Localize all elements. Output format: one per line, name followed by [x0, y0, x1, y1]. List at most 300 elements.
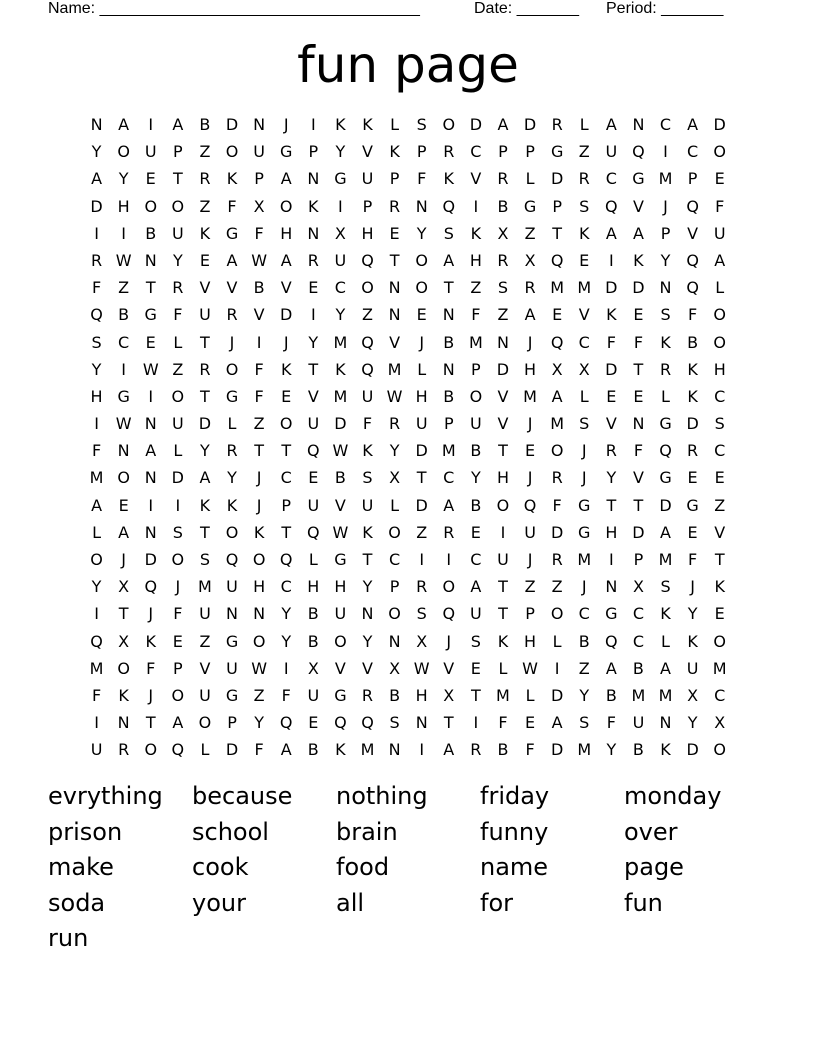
grid-cell: M	[333, 332, 348, 352]
grid-cell: E	[714, 169, 725, 189]
grid-cell: N	[605, 577, 618, 597]
grid-cell: F	[715, 196, 725, 216]
grid-cell: T	[416, 468, 427, 488]
grid-cell: V	[470, 169, 482, 189]
grid-cell: R	[687, 441, 699, 461]
grid-cell: K	[253, 522, 265, 542]
grid-cell: E	[470, 658, 481, 678]
grid-cell: N	[388, 631, 401, 651]
grid-cell: C	[280, 577, 292, 597]
grid-cell: B	[632, 658, 644, 678]
grid-row	[83, 600, 734, 627]
grid-cell: I	[148, 495, 154, 515]
grid-cell: W	[115, 250, 132, 270]
grid-cell: H	[90, 386, 103, 406]
grid-cell: F	[254, 740, 264, 760]
grid-cell: E	[145, 169, 156, 189]
grid-cell: D	[550, 522, 564, 542]
grid-cell: Y	[579, 685, 590, 705]
grid-cell: E	[606, 386, 617, 406]
grid-cell: A	[280, 250, 292, 270]
grid-cell: T	[118, 604, 129, 624]
grid-cell: O	[117, 142, 130, 162]
grid-cell: Q	[279, 550, 293, 569]
grid-cell: E	[579, 250, 590, 270]
grid-cell: E	[308, 468, 319, 488]
grid-cell: T	[498, 577, 508, 597]
grid-cell: L	[579, 115, 589, 134]
grid-cell: U	[470, 414, 482, 434]
grid-cell: W	[413, 658, 430, 678]
grid-cell: J	[527, 332, 533, 352]
grid-cell: O	[469, 386, 483, 406]
grid-cell: Q	[550, 332, 564, 352]
period-field: Period: _______	[606, 0, 724, 17]
grid-cell: T	[281, 441, 292, 461]
grid-cell: W	[115, 414, 132, 434]
grid-cell: A	[551, 386, 563, 406]
grid-cell: U	[713, 223, 726, 243]
grid-row	[83, 492, 734, 519]
grid-cell: J	[175, 577, 181, 597]
grid-cell: S	[660, 305, 671, 325]
grid-cell: U	[524, 522, 536, 542]
grid-cell: A	[660, 522, 671, 542]
grid-cell: L	[525, 169, 535, 189]
grid-cell: F	[552, 495, 562, 515]
grid-cell: E	[552, 305, 563, 325]
grid-cell: S	[579, 196, 590, 216]
grid-cell: J	[256, 495, 262, 515]
grid-cell: Y	[389, 441, 400, 461]
grid-cell: O	[713, 142, 726, 162]
grid-cell: J	[283, 332, 289, 352]
grid-cell: U	[226, 658, 238, 678]
grid-cell: P	[254, 169, 264, 189]
grid-cell: U	[199, 604, 211, 624]
grid-cell: Z	[172, 359, 184, 379]
grid-cell: B	[307, 740, 319, 760]
grid-cell: T	[443, 713, 454, 733]
grid-cell: D	[171, 468, 184, 488]
grid-cell: J	[581, 441, 587, 461]
grid-cell: F	[688, 550, 698, 569]
grid-cell: K	[362, 115, 373, 134]
grid-cell: O	[225, 522, 239, 542]
grid-cell: N	[388, 278, 401, 298]
grid-cell: S	[199, 550, 210, 569]
grid-cell: D	[605, 278, 618, 298]
grid-cell: D	[469, 115, 483, 134]
grid-cell: R	[551, 550, 563, 569]
grid-cell: L	[200, 740, 210, 760]
grid-row	[83, 138, 734, 165]
grid-cell: R	[172, 278, 184, 298]
grid-cell: N	[117, 713, 130, 733]
grid-row	[83, 628, 734, 655]
grid-cell: Z	[578, 658, 590, 678]
grid-cell: A	[632, 223, 644, 243]
grid-cell: A	[91, 169, 103, 189]
grid-cell: N	[632, 115, 645, 134]
grid-cell: X	[497, 223, 509, 243]
grid-cell: Y	[281, 631, 292, 651]
grid-cell: E	[714, 604, 725, 624]
grid-cell: E	[687, 468, 698, 488]
grid-cell: K	[660, 332, 671, 352]
word-list-row	[48, 814, 768, 850]
grid-cell: I	[473, 713, 479, 733]
grid-cell: I	[310, 115, 316, 134]
grid-cell: T	[498, 441, 508, 461]
grid-cell: D	[90, 196, 103, 216]
grid-cell: Y	[118, 169, 129, 189]
grid-cell: N	[388, 305, 401, 325]
grid-cell: O	[171, 386, 185, 406]
grid-cell: H	[253, 577, 266, 597]
grid-cell: Q	[307, 522, 320, 542]
grid-cell: F	[281, 685, 291, 705]
grid-cell: X	[389, 658, 401, 678]
grid-cell: G	[578, 495, 591, 515]
grid-cell: R	[416, 577, 428, 597]
grid-cell: L	[552, 631, 562, 651]
grid-cell: R	[389, 196, 401, 216]
grid-cell: K	[118, 685, 129, 705]
word-list	[48, 778, 768, 956]
grid-cell: F	[633, 441, 644, 461]
grid-cell: H	[524, 631, 537, 651]
grid-cell: S	[579, 414, 590, 434]
grid-cell: Y	[606, 468, 617, 488]
grid-cell: J	[148, 604, 154, 624]
grid-cell: R	[226, 305, 238, 325]
grid-cell: E	[524, 441, 536, 461]
grid-cell: F	[227, 196, 237, 216]
grid-cell: X	[551, 359, 563, 379]
word-list-row	[48, 778, 768, 814]
grid-cell: R	[226, 441, 238, 461]
grid-cell: N	[144, 250, 157, 270]
grid-cell: O	[713, 332, 726, 352]
grid-cell: L	[227, 414, 237, 434]
grid-cell: A	[172, 713, 184, 733]
grid-cell: F	[91, 441, 102, 461]
grid-cell: P	[416, 142, 427, 162]
grid-cell: N	[632, 414, 645, 434]
grid-cell: P	[281, 495, 292, 515]
grid-cell: A	[524, 305, 536, 325]
grid-cell: H	[334, 577, 347, 597]
grid-cell: O	[252, 631, 266, 651]
grid-cell: D	[550, 685, 564, 705]
grid-cell: Q	[550, 250, 564, 270]
grid-row	[83, 383, 734, 410]
grid-cell: F	[91, 278, 102, 298]
grid-cell: A	[605, 658, 617, 678]
grid-cell: V	[497, 414, 509, 434]
grid-cell: O	[279, 414, 293, 434]
grid-cell: K	[687, 359, 698, 379]
grid-cell: B	[443, 386, 455, 406]
grid-cell: I	[148, 115, 154, 134]
grid-cell: N	[144, 522, 157, 542]
grid-cell: D	[632, 522, 645, 542]
grid-cell: J	[148, 685, 154, 705]
grid-cell: O	[144, 740, 158, 760]
grid-cell: O	[550, 441, 564, 461]
grid-cell: C	[578, 604, 590, 624]
grid-cell: V	[280, 278, 292, 298]
grid-cell: R	[90, 250, 103, 270]
grid-cell: P	[173, 658, 183, 678]
grid-cell: T	[200, 332, 210, 352]
grid-cell: B	[443, 332, 455, 352]
grid-cell: I	[121, 359, 126, 379]
grid-cell: U	[605, 142, 618, 162]
grid-cell: R	[443, 142, 455, 162]
grid-cell: I	[446, 550, 452, 569]
grid-cell: Z	[524, 223, 536, 243]
grid-cell: Q	[90, 631, 103, 651]
grid-row	[83, 193, 734, 220]
grid-cell: Z	[714, 495, 726, 515]
grid-cell: M	[631, 685, 646, 705]
grid-cell: A	[91, 495, 103, 515]
grid-cell: X	[632, 577, 644, 597]
grid-cell: I	[500, 522, 506, 542]
grid-cell: A	[605, 223, 617, 243]
grid-cell: B	[470, 441, 482, 461]
grid-cell: H	[605, 522, 618, 542]
grid-row	[83, 437, 734, 464]
grid-cell: G	[280, 142, 293, 162]
grid-cell: C	[687, 142, 699, 162]
grid-cell: Z	[416, 522, 428, 542]
grid-cell: K	[687, 386, 698, 406]
grid-cell: B	[199, 115, 211, 134]
grid-cell: U	[334, 604, 347, 624]
grid-cell: M	[712, 658, 727, 678]
grid-cell: G	[632, 169, 645, 189]
grid-cell: A	[551, 713, 563, 733]
grid-cell: J	[283, 115, 289, 134]
grid-cell: A	[714, 250, 726, 270]
grid-cell: E	[308, 278, 319, 298]
grid-cell: E	[199, 250, 210, 270]
grid-cell: R	[389, 414, 401, 434]
grid-cell: V	[389, 332, 401, 352]
grid-cell: Y	[227, 468, 237, 488]
grid-cell: B	[687, 332, 699, 352]
grid-cell: B	[307, 631, 319, 651]
grid-row	[83, 301, 734, 328]
grid-cell: K	[714, 577, 725, 597]
grid-cell: A	[687, 115, 699, 134]
grid-cell: N	[144, 414, 157, 434]
grid-cell: K	[606, 305, 617, 325]
grid-cell: X	[687, 685, 699, 705]
grid-cell: T	[633, 359, 644, 379]
grid-cell: W	[251, 658, 268, 678]
grid-cell: P	[308, 142, 319, 162]
grid-cell: B	[307, 604, 319, 624]
grid-cell: C	[578, 332, 590, 352]
grid-cell: B	[578, 631, 590, 651]
grid-cell: U	[497, 550, 509, 569]
grid-cell: W	[522, 658, 538, 678]
grid-cell: E	[687, 522, 698, 542]
grid-cell: Z	[199, 631, 211, 651]
grid-cell: O	[361, 278, 374, 298]
word-list-item: prison	[48, 817, 123, 846]
grid-row	[83, 464, 734, 491]
grid-cell: T	[633, 495, 644, 515]
grid-cell: I	[175, 495, 181, 515]
grid-cell: O	[171, 685, 185, 705]
grid-cell: Y	[254, 713, 264, 733]
word-list-item: your	[192, 888, 246, 917]
grid-cell: U	[632, 713, 645, 733]
grid-cell: V	[714, 522, 726, 542]
grid-cell: M	[89, 468, 104, 488]
grid-cell: N	[388, 740, 401, 760]
grid-cell: D	[225, 115, 239, 134]
grid-cell: H	[713, 359, 726, 379]
grid-cell: B	[470, 495, 482, 515]
grid-cell: M	[496, 685, 510, 705]
grid-cell: O	[198, 713, 212, 733]
grid-cell: A	[226, 250, 238, 270]
grid-cell: U	[171, 414, 184, 434]
grid-cell: P	[498, 142, 508, 162]
grid-cell: O	[550, 604, 564, 624]
grid-cell: F	[498, 713, 508, 733]
grid-cell: X	[578, 359, 590, 379]
grid-cell: R	[443, 522, 455, 542]
grid-cell: U	[415, 414, 428, 434]
grid-cell: N	[144, 468, 157, 488]
grid-cell: Y	[172, 250, 183, 270]
grid-row	[83, 736, 734, 763]
grid-cell: R	[361, 685, 374, 705]
word-list-item: friday	[480, 782, 550, 810]
grid-cell: K	[335, 740, 346, 760]
grid-cell: A	[660, 658, 671, 678]
grid-cell: M	[198, 577, 212, 597]
grid-cell: Y	[200, 441, 210, 461]
grid-cell: J	[663, 196, 668, 216]
grid-cell: I	[419, 550, 425, 569]
grid-cell: U	[307, 414, 320, 434]
grid-cell: M	[550, 414, 565, 434]
grid-cell: L	[525, 685, 535, 705]
grid-cell: N	[442, 359, 455, 379]
grid-cell: O	[117, 658, 130, 678]
grid-cell: C	[280, 468, 292, 488]
grid-cell: U	[253, 142, 265, 162]
grid-cell: W	[332, 522, 349, 542]
grid-cell: U	[307, 685, 320, 705]
grid-cell: V	[443, 658, 455, 678]
grid-cell: O	[225, 142, 239, 162]
grid-cell: M	[658, 550, 673, 569]
grid-cell: Q	[361, 332, 374, 352]
word-list-item: all	[336, 888, 365, 917]
word-list-item: brain	[336, 817, 398, 846]
grid-cell: J	[229, 332, 235, 352]
grid-cell: W	[332, 441, 349, 461]
word-list-item: make	[48, 853, 114, 882]
grid-cell: R	[199, 359, 211, 379]
grid-cell: K	[308, 196, 319, 216]
grid-cell: T	[362, 550, 373, 569]
grid-cell: I	[554, 658, 560, 678]
grid-cell: O	[713, 740, 726, 760]
grid-cell: L	[308, 550, 318, 569]
grid-cell: Q	[632, 142, 645, 162]
grid-cell: X	[118, 631, 130, 651]
grid-cell: M	[658, 169, 673, 189]
grid-cell: D	[605, 359, 618, 379]
grid-cell: A	[443, 495, 455, 515]
grid-cell: L	[498, 658, 508, 678]
grid-cell: X	[443, 685, 455, 705]
grid-cell: Y	[335, 142, 346, 162]
grid-cell: X	[714, 713, 726, 733]
grid-cell: R	[551, 115, 563, 134]
grid-cell: X	[307, 658, 319, 678]
grid-cell: P	[525, 142, 535, 162]
grid-cell: R	[497, 169, 509, 189]
grid-cell: I	[608, 550, 614, 569]
grid-cell: O	[415, 250, 428, 270]
grid-cell: Q	[90, 305, 103, 325]
grid-cell: D	[523, 115, 537, 134]
grid-cell: T	[470, 685, 481, 705]
grid-cell: L	[715, 278, 725, 298]
grid-cell: Y	[362, 577, 373, 597]
grid-cell: V	[199, 278, 211, 298]
grid-cell: N	[496, 332, 509, 352]
grid-cell: T	[254, 441, 264, 461]
grid-cell: S	[470, 631, 481, 651]
grid-cell: D	[198, 414, 212, 434]
grid-cell: G	[659, 468, 672, 488]
grid-cell: T	[281, 522, 292, 542]
grid-cell: N	[415, 196, 428, 216]
grid-row	[83, 709, 734, 736]
grid-cell: Y	[606, 740, 617, 760]
grid-cell: W	[251, 250, 268, 270]
grid-cell: D	[225, 740, 239, 760]
grid-cell: P	[471, 359, 481, 379]
grid-cell: S	[389, 713, 400, 733]
grid-cell: O	[388, 522, 401, 542]
grid-cell: G	[334, 169, 347, 189]
grid-cell: L	[390, 495, 400, 515]
grid-cell: H	[469, 250, 482, 270]
grid-cell: A	[470, 577, 482, 597]
grid-cell: I	[419, 740, 425, 760]
word-list-row	[48, 849, 768, 885]
grid-cell: E	[524, 713, 536, 733]
grid-cell: L	[661, 386, 670, 406]
grid-cell: A	[118, 522, 130, 542]
grid-cell: I	[121, 223, 126, 243]
grid-cell: J	[581, 577, 587, 597]
grid-cell: F	[606, 332, 616, 352]
